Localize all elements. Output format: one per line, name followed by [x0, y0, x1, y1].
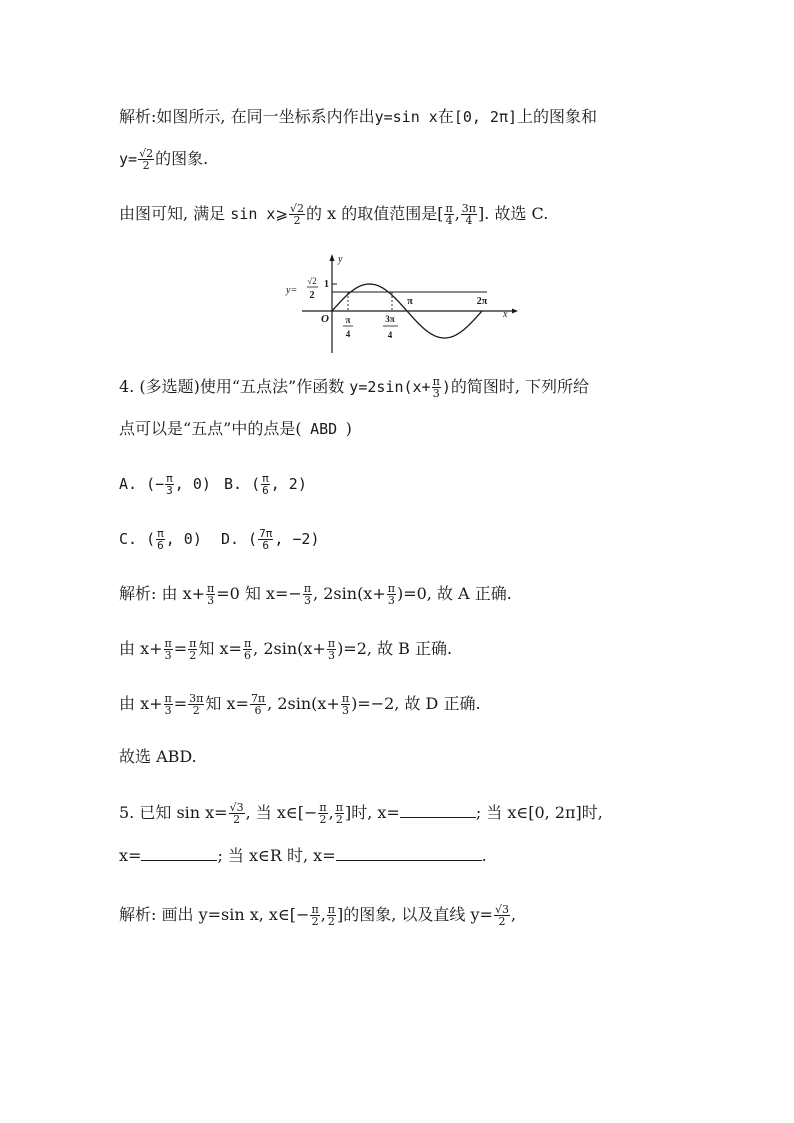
math-text: sin x⩾: [230, 205, 288, 223]
q4-analysis-line-3: 由 x+ $\frac{\pi}{3}$ = $\frac{3\pi}{2}$ 知 x= $\frac{7\pi}{6}$ , 2sin(x+ $\frac{\pi}{3}$ )=−2, 故 D 正确.: [119, 692, 481, 717]
option-d: D. ( $\frac{7\pi}{6}$ , −2): [220, 527, 320, 552]
text: ]. 故选 C.: [478, 204, 549, 223]
text: 上的图象和: [517, 107, 598, 126]
tick-pi-label: π: [407, 296, 413, 307]
math-text: y=2sin(x+: [349, 378, 431, 396]
text: 解析:如图所示, 在同一坐标系内作出: [119, 107, 375, 126]
tick-3pi-over-4-num: 3π: [385, 314, 395, 324]
origin-label: O: [321, 313, 329, 325]
math-text: y=sin x: [374, 108, 438, 126]
text: 故选 ABD.: [119, 747, 197, 766]
fraction: $\frac{\pi}{4}$: [445, 202, 453, 227]
y-axis-arrow: [330, 254, 335, 261]
fraction: $\frac{\pi}{3}$: [432, 375, 440, 400]
q4-stem-line-1: 4. (多选题)使用“五点法”作函数 y=2sin(x+ $\frac{\pi}{3}$ )的简图时, 下列所给: [119, 375, 590, 400]
q4-stem-line-2: 点可以是“五点”中的点是( ABD ): [119, 419, 352, 438]
fraction: $\frac{√2}{2}$: [290, 202, 305, 227]
q5-analysis-line-1: 解析: 画出 y=sin x, x∈[− $\frac{\pi}{2}$ , $\frac{\pi}{2}$ ]的图象, 以及直线 y= $\frac{√3}{2}$ ,: [119, 903, 517, 928]
text: 的 x 的取值范围是[: [306, 204, 444, 223]
hline-label-denominator: 2: [309, 290, 315, 301]
option-b: B. ( $\frac{\pi}{6}$ , 2): [224, 472, 307, 497]
x-axis-label: x: [503, 309, 508, 320]
q4-conclusion: [119, 747, 197, 767]
x-axis-arrow: [512, 309, 518, 314]
q4-analysis-line-1: 解析: 由 x+ $\frac{\pi}{3}$ =0 知 x=− $\frac{\pi}{3}$ , 2sin(x+ $\frac{\pi}{3}$ )=0, 故 A 正确.: [119, 582, 512, 607]
option-a: A. (− $\frac{\pi}{3}$ , 0): [119, 472, 211, 497]
tick-pi-over-4-num: π: [345, 315, 351, 325]
text: 由图可知, 满足: [119, 204, 231, 223]
text: 的图象.: [155, 149, 209, 168]
option-c: C. ( $\frac{\pi}{6}$ , 0): [119, 527, 202, 552]
fraction: $\frac{√2}{2}$: [139, 147, 154, 172]
q3-analysis-line-2: [119, 148, 208, 171]
answer-blank-2[interactable]: [141, 846, 217, 861]
q3-analysis-line-3: 由图可知, 满足 sin x⩾ $\frac{√2}{2}$ 的 x 的取值范围是[ $\frac{\pi}{4}$ , $\frac{3\pi}{4}$ ]. 故选 C.: [119, 202, 549, 227]
fraction: $\frac{3\pi}{4}$: [461, 202, 477, 227]
q3-analysis-line-1: [119, 107, 597, 127]
hline-label-numerator: √2: [307, 276, 317, 286]
answer: ABD: [310, 420, 338, 438]
text: 4. (多选题)使用“五点法”作函数: [119, 377, 350, 396]
y-axis-label: y: [338, 254, 343, 265]
answer-blank-3[interactable]: [336, 846, 482, 861]
q5-stem-line-1: 5. 已知 sin x= $\frac{√3}{2}$ , 当 x∈[− $\frac{\pi}{2}$ , $\frac{\pi}{2}$ ]时, x= ; 当 x∈[0, 2π]时,: [119, 801, 603, 826]
q4-analysis-line-2: 由 x+ $\frac{\pi}{3}$ = $\frac{\pi}{2}$ 知 x= $\frac{\pi}{6}$ , 2sin(x+ $\frac{\pi}{3}$ )=2, 故 B 正确.: [119, 637, 453, 662]
tick-3pi-over-4-den: 4: [387, 330, 393, 340]
math-text: y=: [119, 150, 138, 168]
q4-options-cd: [119, 528, 320, 551]
q5-stem-line-2: x= ; 当 x∈R 时, x= .: [119, 846, 487, 865]
answer-blank-1[interactable]: [400, 803, 476, 818]
tick-2pi-label: 2π: [476, 296, 488, 307]
text: 的简图时, 下列所给: [450, 377, 590, 396]
hline-label-prefix: y=: [286, 285, 298, 296]
text: 点可以是“五点”中的点是(: [119, 419, 302, 438]
tick-pi-over-4-den: 4: [345, 329, 351, 339]
sine-graph: [282, 243, 522, 355]
q4-options-ab: [119, 473, 307, 496]
y-tick-1-label: 1: [324, 279, 329, 290]
text: 在: [437, 107, 454, 126]
math-text: [0, 2π]: [453, 108, 518, 126]
